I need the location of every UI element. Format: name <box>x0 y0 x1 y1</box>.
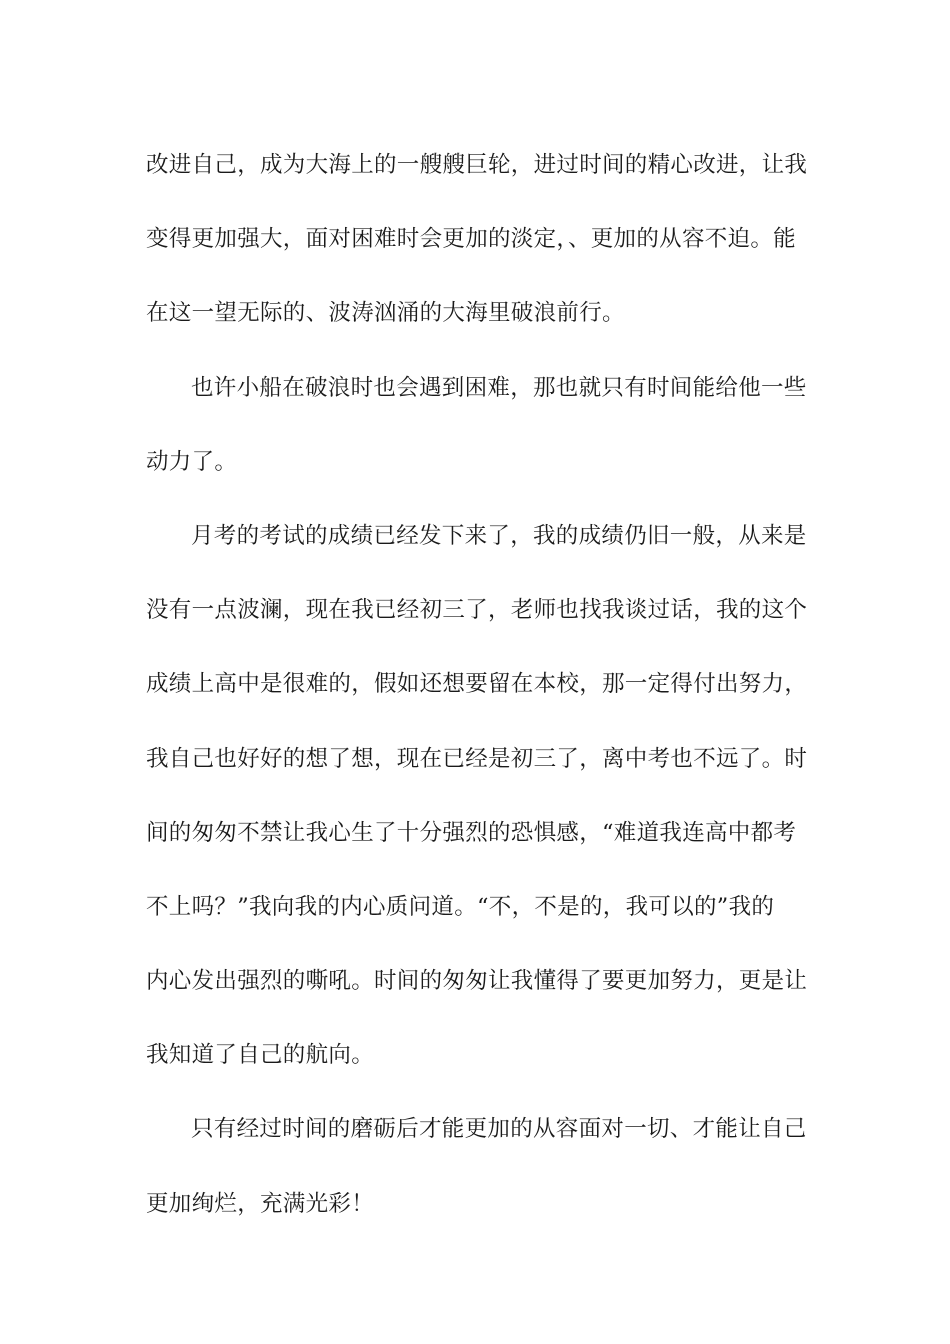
text-line: 改进自己，成为大海上的一艘艘巨轮，进过时间的精心改进，让我 <box>146 152 808 178</box>
text-line: 内心发出强烈的嘶吼。时间的匆匆让我懂得了要更加努力，更是让 <box>146 968 808 995</box>
text-line: 成绩上高中是很难的，假如还想要留在本校，那一定得付出努力， <box>146 671 808 698</box>
text-line: 不上吗？”我向我的内心质问道。“不，不是的，我可以的”我的 <box>146 893 775 920</box>
text-line: 变得更加强大，面对困难时会更加的淡定，、更加的从容不迫。能 <box>146 226 796 253</box>
paragraph-start-line: 只有经过时间的磨砺后才能更加的从容面对一切、才能让自己 <box>191 1116 807 1143</box>
text-line: 更加绚烂，充满光彩！ <box>146 1190 375 1217</box>
paragraph-start-line: 也许小船在破浪时也会遇到困难，那也就只有时间能给他一些 <box>191 374 807 401</box>
text-line: 间的匆匆不禁让我心生了十分强烈的恐惧感，“难道我连高中都考 <box>146 819 797 846</box>
essay-body <box>146 128 806 1241</box>
text-line: 我知道了自己的航向。 <box>146 1042 375 1069</box>
text-line: 我自己也好好的想了想，现在已经是初三了，离中考也不远了。时 <box>146 745 808 772</box>
text-line: 动力了。 <box>146 448 238 475</box>
paragraph-start-line: 月考的考试的成绩已经发下来了，我的成绩仍旧一般，从来是 <box>191 522 807 549</box>
text-line: 在这一望无际的、波涛汹涌的大海里破浪前行。 <box>146 300 625 327</box>
text-line: 没有一点波澜，现在我已经初三了，老师也找我谈过话，我的这个 <box>146 597 808 624</box>
